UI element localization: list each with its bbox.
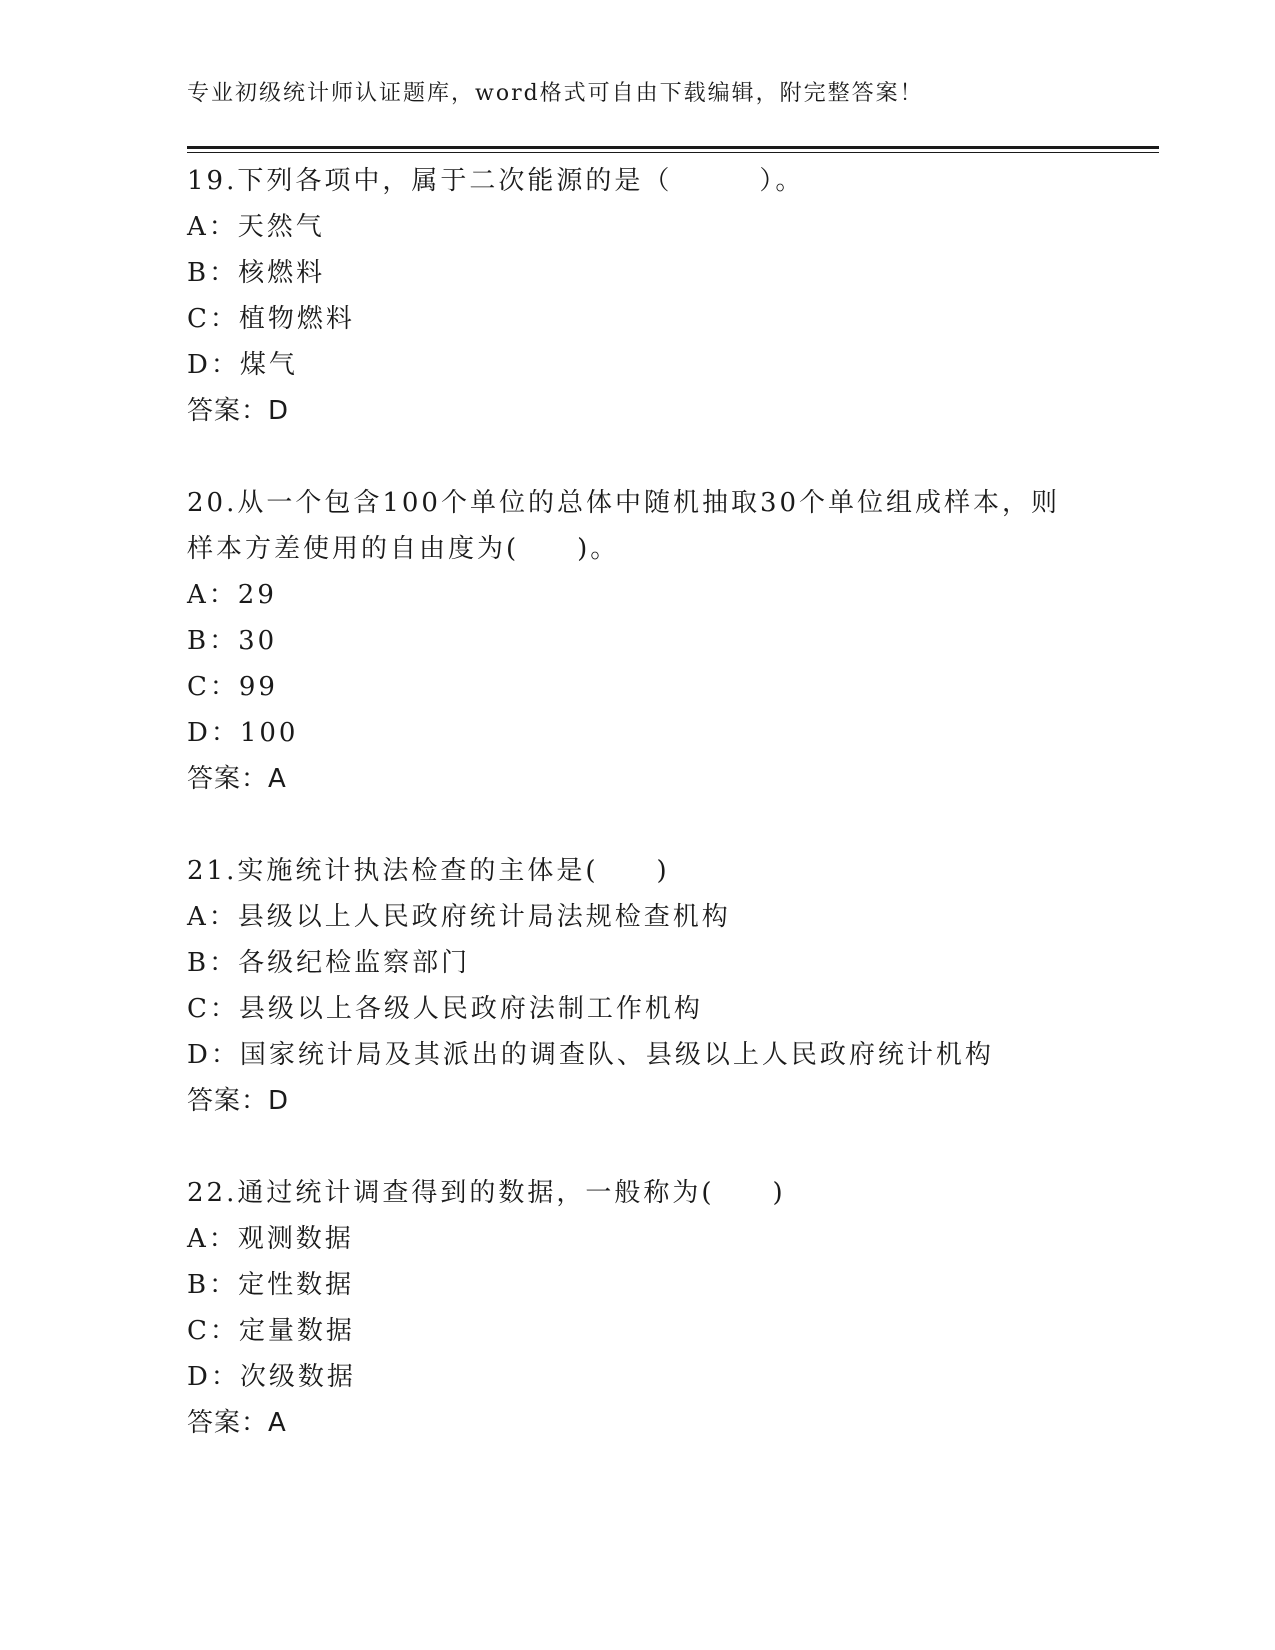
question-stem: 20.从一个包含100个单位的总体中随机抽取30个单位组成样本，则 xyxy=(187,488,1061,518)
question-list xyxy=(187,158,1087,1492)
option-a: A：29 xyxy=(187,580,277,610)
question-19 xyxy=(187,158,1087,434)
answer: 答案：D xyxy=(187,1086,290,1116)
option-d: D：国家统计局及其派出的调查队、县级以上人民政府统计机构 xyxy=(187,1040,994,1070)
answer: 答案：D xyxy=(187,396,290,426)
question-stem: 19.下列各项中，属于二次能源的是（ ）。 xyxy=(187,166,805,196)
option-c: C：99 xyxy=(187,672,278,702)
header-rule-thin xyxy=(187,152,1159,153)
question-22 xyxy=(187,1170,1087,1446)
answer: 答案：A xyxy=(187,1408,287,1438)
answer: 答案：A xyxy=(187,764,287,794)
option-c: C：县级以上各级人民政府法制工作机构 xyxy=(187,994,703,1024)
header-rule-thick xyxy=(187,146,1159,149)
option-c: C：定量数据 xyxy=(187,1316,355,1346)
option-d: D：次级数据 xyxy=(187,1362,356,1392)
page-header: 专业初级统计师认证题库，word格式可自由下载编辑，附完整答案！ xyxy=(187,81,924,106)
option-a: A：天然气 xyxy=(187,212,325,242)
question-stem: 21.实施统计执法检查的主体是( ) xyxy=(187,856,670,886)
question-21 xyxy=(187,848,1087,1124)
option-d: D：煤气 xyxy=(187,350,298,380)
option-d: D：100 xyxy=(187,718,299,748)
option-b: B：各级纪检监察部门 xyxy=(187,948,471,978)
option-b: B：核燃料 xyxy=(187,258,326,288)
option-a: A：县级以上人民政府统计局法规检查机构 xyxy=(187,902,731,932)
question-stem: 22.通过统计调查得到的数据，一般称为( ) xyxy=(187,1178,786,1208)
option-b: B：30 xyxy=(187,626,278,656)
question-stem-continued: 样本方差使用的自由度为( )。 xyxy=(187,534,620,564)
option-a: A：观测数据 xyxy=(187,1224,354,1254)
option-b: B：定性数据 xyxy=(187,1270,355,1300)
question-20 xyxy=(187,480,1087,802)
option-c: C：植物燃料 xyxy=(187,304,355,334)
